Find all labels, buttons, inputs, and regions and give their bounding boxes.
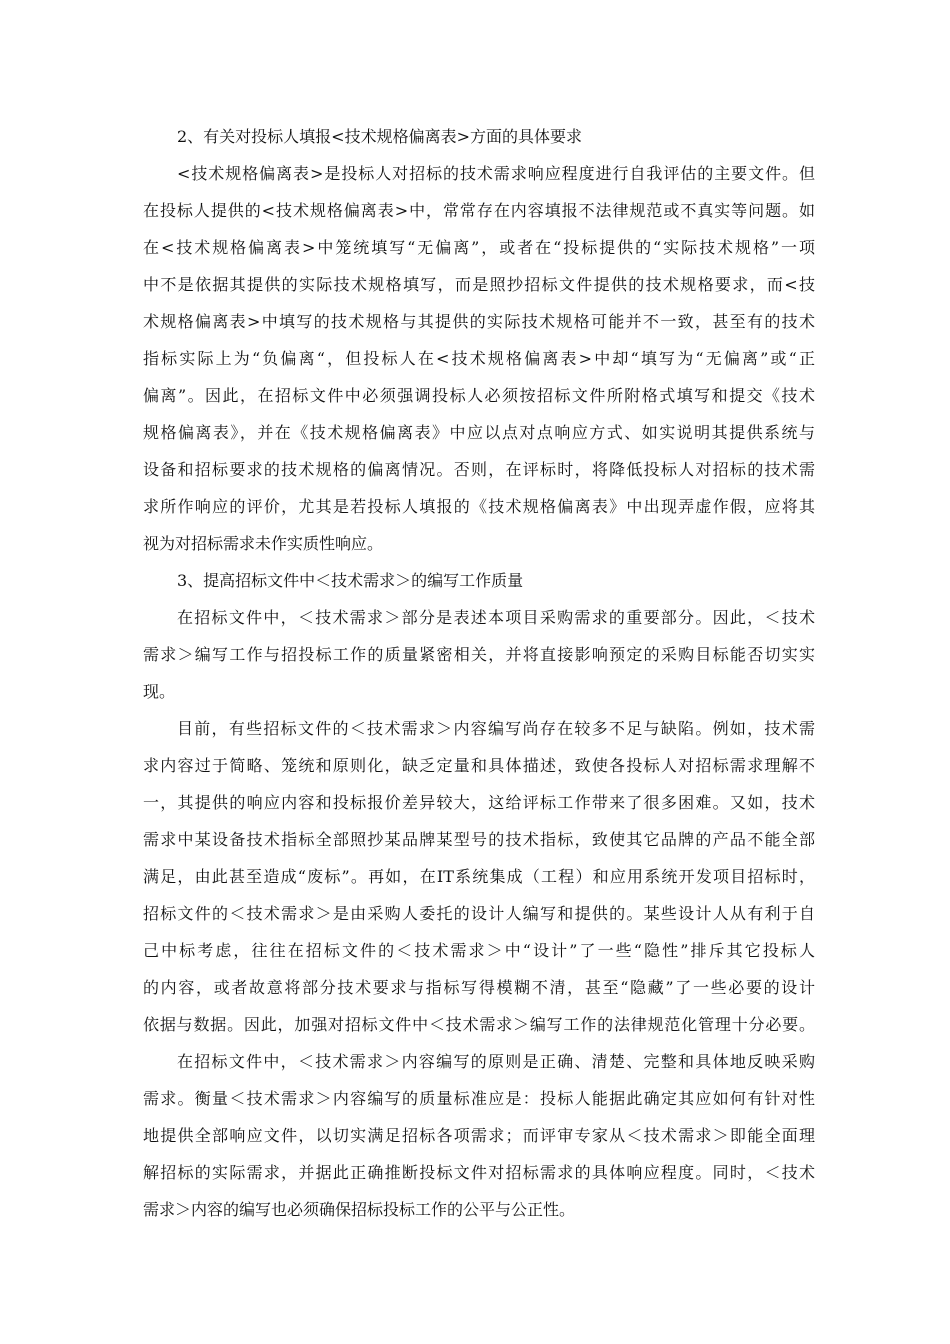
text-line: 的内容，或者故意将部分技术要求与指标写得模糊不清，甚至“隐藏”了一些必要的设计 [143,978,815,997]
text-line: 规格偏离表》，并在《技术规格偏离表》中应以点对点响应方式、如实说明其提供系统与 [143,423,815,442]
text-line: 需求中某设备技术指标全部照抄某品牌某型号的技术指标，致使其它品牌的产品不能全部 [143,830,815,849]
text-line: 依据与数据。因此，加强对招标文件中＜技术需求＞编写工作的法律规范化管理十分必要。 [143,1015,815,1034]
text-line: 地提供全部响应文件，以切实满足招标各项需求；而评审专家从＜技术需求＞即能全面理 [143,1126,815,1145]
text-line: 需求＞编写工作与招投标工作的质量紧密相关，并将直接影响预定的采购目标能否切实实 [143,645,815,664]
text-line: 视为对招标需求未作实质性响应。 [143,534,384,553]
text-line: 中不是依据其提供的实际技术规格填写，而是照抄招标文件提供的技术规格要求，而<技 [143,275,815,294]
document-page [143,118,815,1228]
text-line: 现。 [143,682,176,701]
text-line: 一，其提供的响应内容和投标报价差异较大，这给评标工作带来了很多困难。又如，技术 [143,793,815,812]
text-line: 招标文件的＜技术需求＞是由采购人委托的设计人编写和提供的。某些设计人从有利于自 [143,904,815,923]
text-line: 己中标考虑，往往在招标文件的＜技术需求＞中“设计”了一些“隐性”排斥其它投标人 [143,941,815,960]
text-line: 设备和招标要求的技术规格的偏离情况。否则，在评标时，将降低投标人对招标的技术需 [143,460,815,479]
text-line: 求所作响应的评价，尤其是若投标人填报的《技术规格偏离表》中出现弄虚作假，应将其 [143,497,815,516]
text-line: 在招标文件中，＜技术需求＞内容编写的原则是正确、清楚、完整和具体地反映采购 [177,1052,815,1071]
text-line: 在<技术规格偏离表>中笼统填写“无偏离”，或者在“投标提供的“实际技术规格”一项 [143,238,815,257]
text-line: <技术规格偏离表>是投标人对招标的技术需求响应程度进行自我评估的主要文件。但 [177,164,815,183]
text-line: 需求。衡量＜技术需求＞内容编写的质量标准应是：投标人能据此确定其应如何有针对性 [143,1089,815,1108]
text-line: 满足，由此甚至造成“废标”。再如，在IT系统集成（工程）和应用系统开发项目招标时， [143,867,815,886]
text-line: 术规格偏离表>中填写的技术规格与其提供的实际技术规格可能并不一致，甚至有的技术 [143,312,815,331]
text-line: 指标实际上为“负偏离“，但投标人在<技术规格偏离表>中却“填写为“无偏离”或“正 [143,349,815,368]
text-line: 求内容过于简略、笼统和原则化，缺乏定量和具体描述，致使各投标人对招标需求理解不 [143,756,815,775]
text-line: 解招标的实际需求，并据此正确推断投标文件对招标需求的具体响应程度。同时，＜技术 [143,1163,815,1182]
text-line: 在投标人提供的<技术规格偏离表>中，常常存在内容填报不法律规范或不真实等问题。如 [143,201,815,220]
text-line: 需求＞内容的编写也必须确保招标投标工作的公平与公正性。 [143,1200,576,1219]
text-line: 目前，有些招标文件的＜技术需求＞内容编写尚存在较多不足与缺陷。例如，技术需 [177,719,815,738]
text-line: 3、提高招标文件中＜技术需求＞的编写工作质量 [177,571,524,590]
text-line: 在招标文件中，＜技术需求＞部分是表述本项目采购需求的重要部分。因此，＜技术 [177,608,815,627]
text-line: 偏离”。因此，在招标文件中必须强调投标人必须按招标文件所附格式填写和提交《技术 [143,386,815,405]
text-line: 2、有关对投标人填报<技术规格偏离表>方面的具体要求 [177,127,582,146]
